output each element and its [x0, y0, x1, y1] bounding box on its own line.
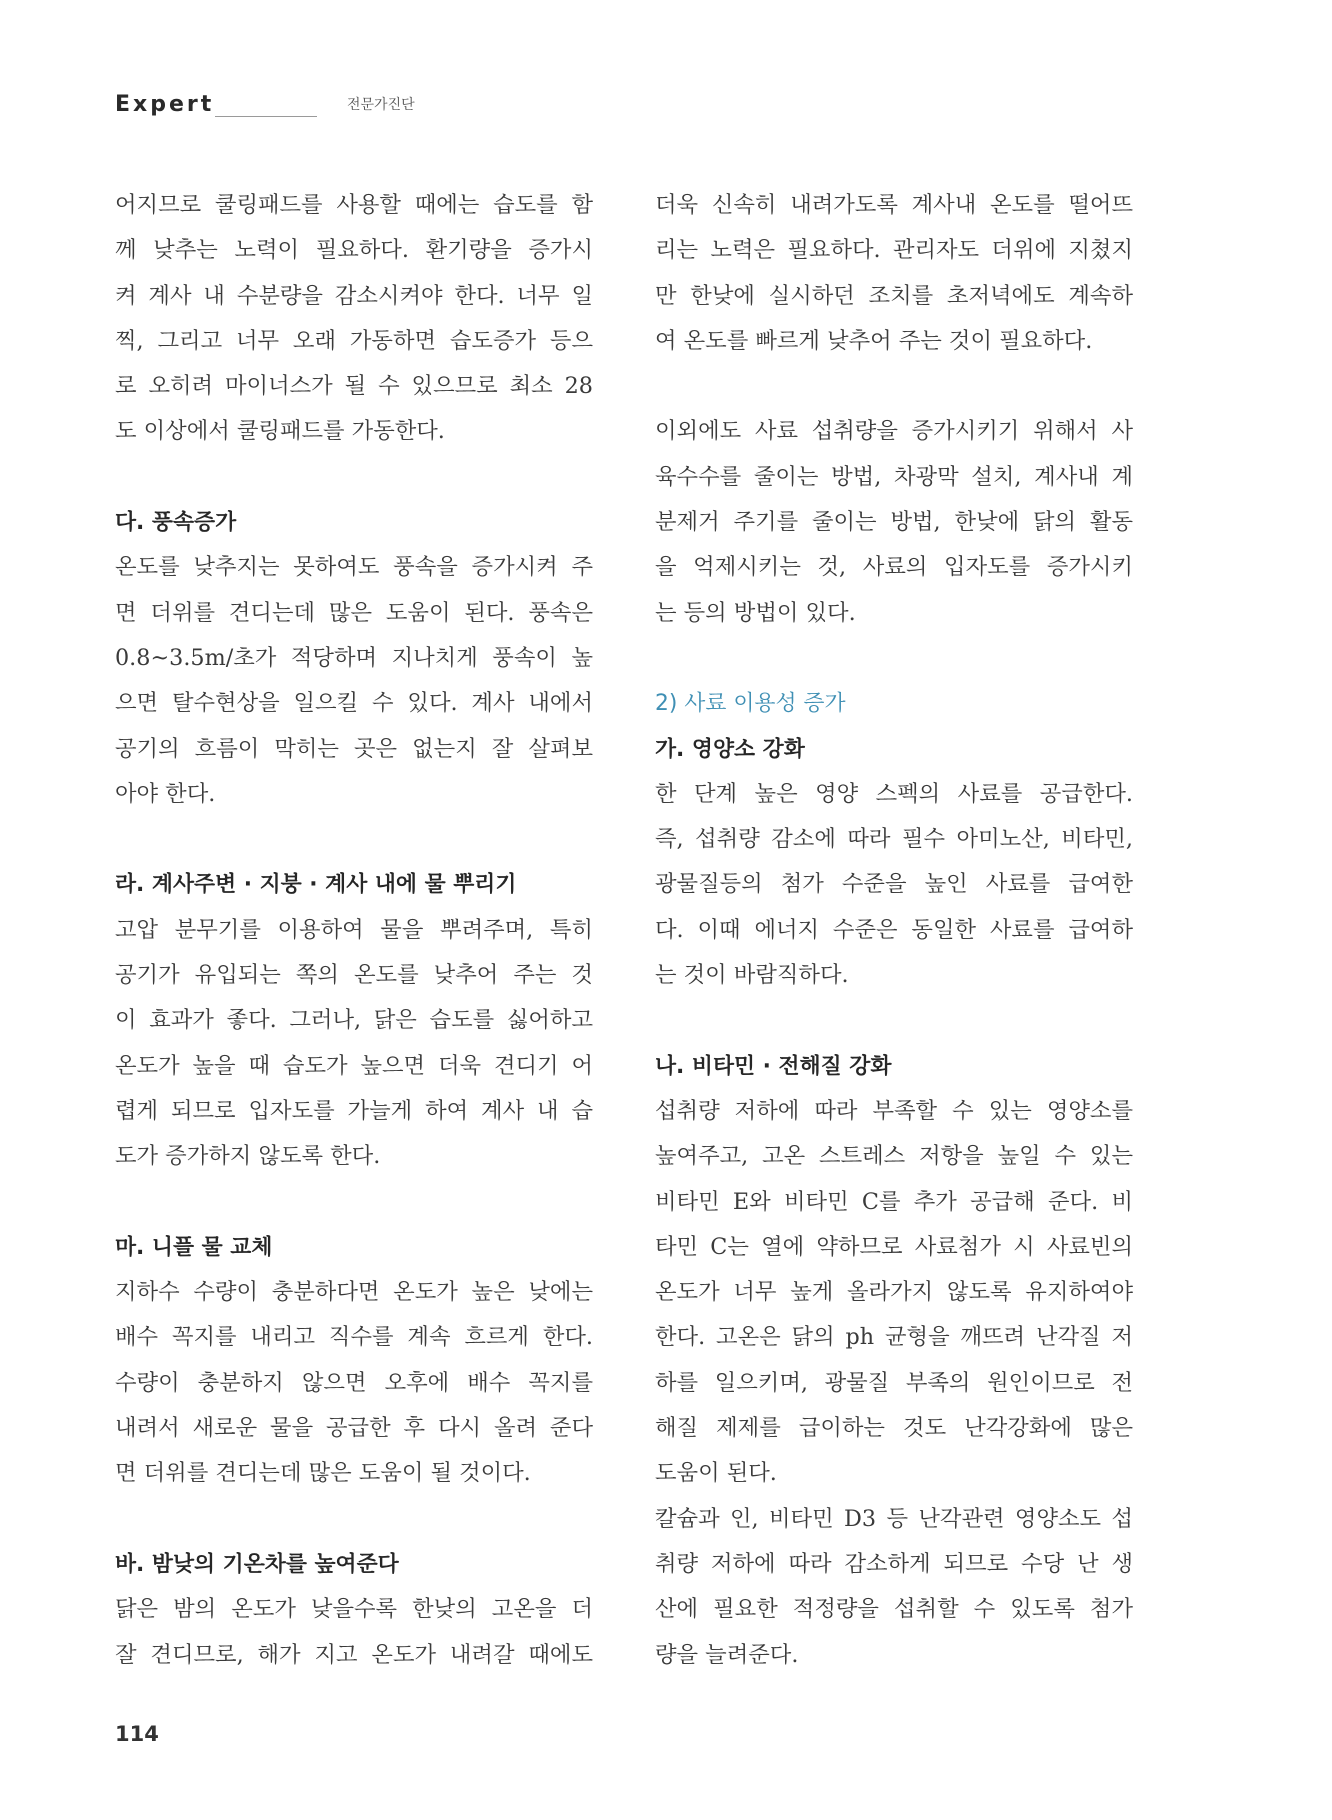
body-text-line: 공기의 흐름이 막히는 곳은 없는지 잘 살펴보 — [115, 735, 593, 762]
page-number: 114 — [115, 1722, 159, 1746]
body-text-line: 어지므로 쿨링패드를 사용할 때에는 습도를 함 — [115, 192, 593, 218]
body-text-line: 도움이 된다. — [655, 1460, 777, 1487]
body-text-line: 을 억제시키는 것, 사료의 입자도를 증가시키 — [655, 554, 1133, 581]
body-text-line: 섭취량 저하에 따라 부족할 수 있는 영양소를 — [655, 1097, 1133, 1124]
body-text-line: 즉, 섭취량 감소에 따라 필수 아미노산, 비타민, — [655, 826, 1133, 853]
body-text-line: 잘 견디므로, 해가 지고 온도가 내려갈 때에도 — [115, 1641, 593, 1668]
body-text-line: 께 낮추는 노력이 필요하다. 환기량을 증가시 — [115, 237, 593, 264]
magazine-brand: Expert — [115, 92, 215, 117]
body-text-line: 고압 분무기를 이용하여 물을 뿌려주며, 특히 — [115, 916, 593, 943]
body-text-line: 수량이 충분하지 않으면 오후에 배수 꼭지를 — [115, 1369, 593, 1396]
body-text-line: 이 효과가 좋다. 그러나, 닭은 습도를 싫어하고 — [115, 1007, 593, 1034]
section-heading: 다. 풍속증가 — [115, 510, 237, 536]
body-text-line: 리는 노력은 필요하다. 관리자도 더위에 지쳤지 — [655, 237, 1133, 264]
body-text-line: 면 더위를 견디는데 많은 도움이 될 것이다. — [115, 1460, 531, 1487]
body-text-line: 0.8~3.5m/초가 적당하며 지나치게 풍속이 높 — [115, 644, 593, 671]
right-text-column — [655, 183, 1133, 1678]
section-heading: 라. 계사주변 · 지붕 · 계사 내에 물 뿌리기 — [115, 872, 517, 898]
body-text-line: 도가 증가하지 않도록 한다. — [115, 1143, 381, 1170]
left-paragraph-gap — [115, 1497, 593, 1542]
body-text-line: 온도가 높을 때 습도가 높으면 더욱 견디기 어 — [115, 1052, 593, 1079]
body-text-line: 만 한낮에 실시하던 조치를 초저녁에도 계속하 — [655, 282, 1133, 309]
body-text-line: 광물질등의 첨가 수준을 높인 사료를 급여한 — [655, 871, 1133, 898]
body-text-line: 취량 저하에 따라 감소하게 되므로 수당 난 생 — [655, 1550, 1133, 1577]
body-text-line: 높여주고, 고온 스트레스 저항을 높일 수 있는 — [655, 1143, 1133, 1170]
body-text-line: 는 것이 바람직하다. — [655, 962, 849, 989]
body-text-line: 는 등의 방법이 있다. — [655, 599, 856, 626]
body-text-line: 으면 탈수현상을 일으킬 수 있다. 계사 내에서 — [115, 690, 593, 717]
body-text-line: 비타민 E와 비타민 C를 추가 공급해 준다. 비 — [655, 1188, 1133, 1215]
left-paragraph-gap — [115, 817, 593, 862]
body-text-line: 로 오히려 마이너스가 될 수 있으므로 최소 28 — [115, 373, 593, 400]
body-text-line: 육수수를 줄이는 방법, 차광막 설치, 계사내 계 — [655, 463, 1133, 490]
right-paragraph-gap — [655, 364, 1133, 409]
body-text-line: 타민 C는 열에 약하므로 사료첨가 시 사료빈의 — [655, 1233, 1133, 1260]
body-text-line: 하를 일으키며, 광물질 부족의 원인이므로 전 — [655, 1369, 1133, 1396]
body-text-line: 켜 계사 내 수분량을 감소시켜야 한다. 너무 일 — [115, 282, 593, 309]
body-text-line: 더욱 신속히 내려가도록 계사내 온도를 떨어뜨 — [655, 192, 1133, 218]
header-rule — [215, 116, 317, 117]
body-text-line: 공기가 유입되는 쪽의 온도를 낮추어 주는 것 — [115, 962, 593, 989]
body-text-line: 아야 한다. — [115, 780, 216, 807]
body-text-line: 렵게 되므로 입자도를 가늘게 하여 계사 내 습 — [115, 1097, 593, 1124]
section-heading: 바. 밤낮의 기온차를 높여준다 — [115, 1551, 399, 1577]
body-text-line: 한다. 고온은 닭의 ph 균형을 깨뜨려 난각질 저 — [655, 1324, 1133, 1351]
body-text-line: 량을 늘려준다. — [655, 1641, 799, 1668]
left-paragraph-gap — [115, 1180, 593, 1225]
section-heading: 마. 니플 물 교체 — [115, 1234, 273, 1260]
body-text-line: 배수 꼭지를 내리고 직수를 계속 흐르게 한다. — [115, 1324, 593, 1351]
right-paragraph-gap — [655, 636, 1133, 681]
body-text-line: 분제거 주기를 줄이는 방법, 한낮에 닭의 활동 — [655, 509, 1133, 536]
body-text-line: 면 더위를 견디는데 많은 도움이 된다. 풍속은 — [115, 599, 593, 626]
subsection-heading: 2) 사료 이용성 증가 — [655, 691, 846, 717]
body-text-line: 해질 제제를 급이하는 것도 난각강화에 많은 — [655, 1415, 1133, 1442]
body-text-line: 온도가 너무 높게 올라가지 않도록 유지하여야 — [655, 1279, 1133, 1306]
body-text-line: 칼슘과 인, 비타민 D3 등 난각관련 영양소도 섭 — [655, 1505, 1133, 1532]
body-text-line: 다. 이때 에너지 수준은 동일한 사료를 급여하 — [655, 916, 1133, 943]
body-text-line: 내려서 새로운 물을 공급한 후 다시 올려 준다 — [115, 1415, 593, 1442]
body-text-line: 도 이상에서 쿨링패드를 가동한다. — [115, 418, 445, 445]
body-text-line: 닭은 밤의 온도가 낮을수록 한낮의 고온을 더 — [115, 1596, 593, 1623]
body-text-line: 이외에도 사료 섭취량을 증가시키기 위해서 사 — [655, 418, 1133, 445]
body-text-line: 여 온도를 빠르게 낮추어 주는 것이 필요하다. — [655, 327, 1093, 354]
right-paragraph-gap — [655, 998, 1133, 1043]
section-heading: 나. 비타민 · 전해질 강화 — [655, 1053, 892, 1079]
body-text-line: 온도를 낮추지는 못하여도 풍속을 증가시켜 주 — [115, 554, 593, 581]
body-text-line: 지하수 수량이 충분하다면 온도가 높은 낮에는 — [115, 1279, 593, 1306]
section-heading: 가. 영양소 강화 — [655, 736, 805, 762]
left-text-column — [115, 183, 593, 1678]
body-text-line: 산에 필요한 적정량을 섭취할 수 있도록 첨가 — [655, 1596, 1133, 1623]
section-label: 전문가진단 — [347, 97, 415, 113]
body-text-line: 찍, 그리고 너무 오래 가동하면 습도증가 등으 — [115, 327, 593, 354]
body-text-line: 한 단계 높은 영양 스펙의 사료를 공급한다. — [655, 780, 1133, 807]
left-paragraph-gap — [115, 455, 593, 500]
